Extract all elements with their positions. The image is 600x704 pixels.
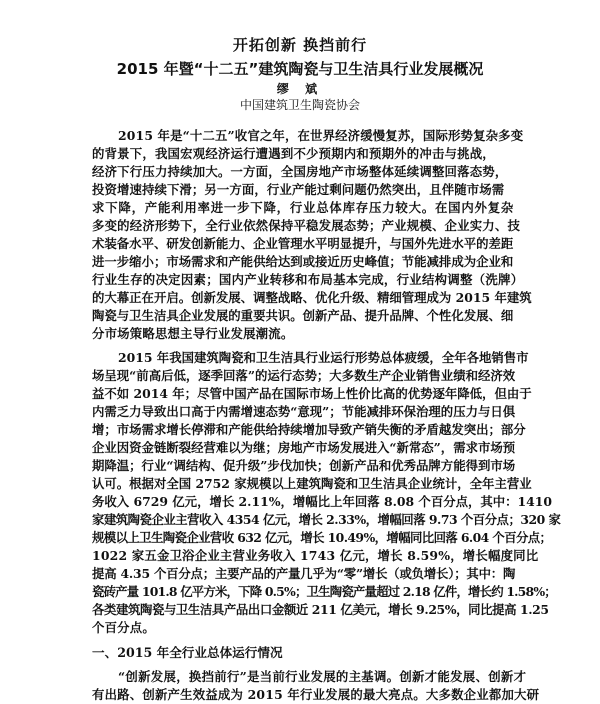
slogan: 开拓创新 换挡前行 bbox=[232, 36, 368, 54]
text-line: 2015 年是“十二五”收官之年，在世界经济缓慢复苏，国际形势复杂多变 bbox=[118, 128, 524, 143]
text-line: 有出路、创新产生效益成为 2015 年行业发展的最大亮点。大多数企业都加大研 bbox=[92, 687, 540, 702]
text-line: 各类建筑陶瓷与卫生洁具产品出口金额近 211 亿美元，增长 9.25%，同比提高 1.25 bbox=[92, 602, 549, 617]
text-line: 投资增速持续下滑；另一方面，行业产能过剩问题仍然突出，且伴随市场需 bbox=[92, 182, 505, 197]
text-line: 规模以上卫生陶瓷企业营收 632 亿元，增长 10.49%，增幅同比回落 6.04 个百分点； bbox=[92, 530, 552, 545]
text-line: 进一步缩小；市场需求和产能供给达到或接近历史峰值；节能减排成为企业和 bbox=[92, 254, 514, 269]
text-line: 的大幕正在开启。创新发展、调整战略、优化升级、精细管理成为 2015 年建筑 bbox=[92, 290, 532, 305]
organization: 中国建筑卫生陶瓷协会 bbox=[239, 98, 360, 112]
text-line: 行业生存的决定因素；国内产业转移和布局基本完成，行业结构调整（洗牌） bbox=[92, 272, 524, 287]
text-line: “创新发展，换挡前行”是当前行业发展的主基调。创新才能发展、创新才 bbox=[118, 669, 527, 684]
text-line: 提高 4.35 个百分点；主要产品的产量几乎为“零”增长（或负增长）；其中：陶 bbox=[92, 566, 516, 581]
text-line: 益不如 2014 年；尽管中国产品在国际市场上性价比高的优势逐年降低，但由于 bbox=[92, 386, 532, 401]
text-line: 经济下行压力持续加大。一方面，全国房地产市场整体延续调整回落态势， bbox=[92, 164, 508, 179]
text-line: 内需乏力导致出口高于内需增速态势“意现”；节能减排环保治理的压力与日俱 bbox=[92, 404, 516, 419]
text-line: 家建筑陶瓷企业主营收入 4354 亿元，增长 2.33%，增幅回落 9.73 个百分点；320 家 bbox=[92, 512, 561, 527]
text-line: 多变的经济形势下，全行业依然保持平稳发展态势；产业规模、企业实力、技 bbox=[92, 218, 521, 233]
text-line: 分市场策略思想主导行业发展潮流。 bbox=[92, 326, 294, 341]
section-heading: 一、2015 年全行业总体运行情况 bbox=[92, 645, 283, 660]
text-line: 术装备水平、研发创新能力、企业管理水平明显提升，与国外先进水平的差距 bbox=[92, 236, 514, 251]
text-line: 增；市场需求增长停滞和产能供给持续增加导致产销失衡的矛盾越发突出；部分 bbox=[92, 422, 526, 437]
text-line: 企业因资金链断裂经营难以为继；房地产市场发展进入“新常态”，需求市场预 bbox=[92, 440, 516, 455]
text-line: 的背景下，我国宏观经济运行遭遇到不少预期内和预期外的冲击与挑战， bbox=[92, 146, 495, 161]
author: 缪 斌 bbox=[276, 82, 324, 96]
text-line: 瓷砖产量 101.8 亿平方米，下降 0.5%；卫生陶瓷产量超过 2.18 亿件，增长约 1.58%； bbox=[92, 584, 556, 599]
text-line: 2015 年我国建筑陶瓷和卫生洁具行业运行形势总体疲缓，全年各地销售市 bbox=[118, 350, 529, 365]
text-line: 个百分点。 bbox=[92, 620, 155, 635]
text-line: 场呈现“前高后低，逐季回落”的运行态势；大多数生产企业销售业绩和经济效 bbox=[92, 368, 516, 383]
text-line: 陶瓷与卫生洁具企业发展的重要共识。创新产品、提升品牌、个性化发展、细 bbox=[92, 308, 514, 323]
text-line: 务收入 6729 亿元，增长 2.11%，增幅比上年回落 8.08 个百分点，其中：1410 bbox=[92, 494, 553, 509]
text-line: 1022 家五金卫浴企业主营业务收入 1743 亿元，增长 8.59%，增长幅度同比 bbox=[92, 548, 539, 563]
article-title: 2015 年暨“十二五”建筑陶瓷与卫生洁具行业发展概况 bbox=[116, 60, 484, 78]
text-line: 认可。根据对全国 2752 家规模以上建筑陶瓷和卫生洁具企业统计，全年主营业 bbox=[92, 476, 532, 491]
text-line: 期降温；行业“调结构、促升级”步伐加快；创新产品和优秀品牌方能得到市场 bbox=[92, 458, 516, 473]
text-line: 求下降，产能利用率进一步下降，行业总体库存压力较大。在国内外复杂 bbox=[92, 200, 515, 215]
